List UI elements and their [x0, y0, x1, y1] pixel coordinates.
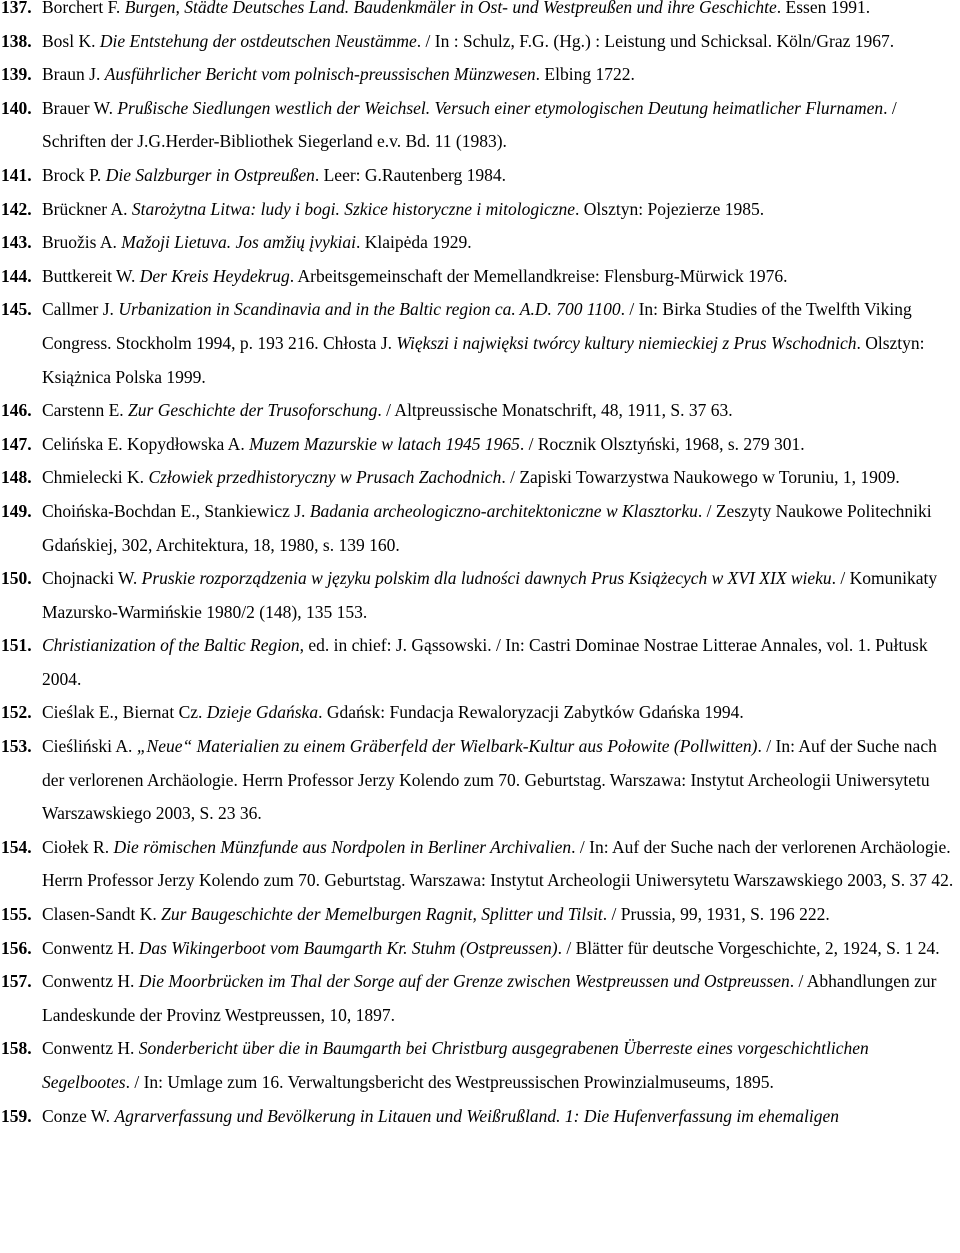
- entry-title: Pruskie rozporządzenia w języku polskim dla ludności dawnych Prus Książecych w XVI XIX wieku: [141, 568, 832, 589]
- entry-segment: Ciołek R.: [42, 836, 114, 857]
- entry-number: 154.: [1, 836, 32, 857]
- entry-text: [42, 696, 960, 730]
- entry-text: [42, 58, 960, 92]
- entry-segment: . / Blätter für deutsche Vorgeschichte, 2, 1924, S. 1 24.: [557, 937, 940, 958]
- bibliography-entry: [0, 25, 960, 59]
- entry-segment: Cieślak E., Biernat Cz.: [42, 702, 207, 723]
- entry-segment: . / In: Birka Studies of the Twelfth Viking Congress. Stockholm 1994, p. 193 216. Chłosta J.: [42, 299, 912, 353]
- entry-text: [42, 562, 960, 629]
- bibliography-entry: [0, 193, 960, 227]
- bibliography-entry: [0, 629, 960, 696]
- entry-text: [42, 461, 960, 495]
- entry-segment: . / Zapiski Towarzystwa Naukowego w Toruniu, 1, 1909.: [501, 467, 900, 488]
- entry-number: 152.: [1, 702, 32, 723]
- entry-segment: . Elbing 1722.: [535, 64, 635, 85]
- entry-number: 137.: [1, 0, 32, 17]
- entry-title: Die Salzburger in Ostpreußen: [105, 164, 315, 185]
- bibliography-entry: [0, 1100, 960, 1134]
- entry-segment: Chojnacki W.: [42, 568, 142, 589]
- entry-text: [42, 898, 960, 932]
- entry-segment: . / Schriften der J.G.Herder-Bibliothek Siegerland e.v. Bd. 11 (1983).: [42, 97, 897, 152]
- entry-segment: . Gdańsk: Fundacja Rewaloryzacji Zabytków Gdańska 1994.: [318, 702, 744, 723]
- entry-title: Prußische Siedlungen westlich der Weichsel. Versuch einer etymologischen Deutung heimatlicher Flurnamen: [117, 97, 884, 118]
- entry-number: 141.: [1, 164, 32, 185]
- entry-segment: , ed. in chief: J. Gąssowski. / In: Castri Dominae Nostrae Litterae Annales, vol. 1. Pułtusk 2004.: [42, 635, 928, 689]
- entry-segment: . / Altpreussische Monatschrift, 48, 1911, S. 37 63.: [377, 400, 733, 421]
- entry-text: [42, 226, 960, 260]
- entry-title: Der Kreis Heydekrug: [139, 265, 290, 286]
- entry-segment: Choińska-Bochdan E., Stankiewicz J.: [42, 500, 310, 521]
- entry-title: Das Wikingerboot vom Baumgarth Kr. Stuhm (Ostpreussen): [138, 937, 558, 958]
- entry-number: 159.: [1, 1105, 32, 1126]
- entry-title: Agrarverfassung und Bevölkerung in Litauen und Weißrußland. 1: Die Hufenverfassung im ehemaligen: [114, 1105, 839, 1126]
- entry-title: Burgen, Städte Deutsches Land. Baudenkmäler in Ost- und Westpreußen und ihre Geschichte: [124, 0, 777, 17]
- entry-segment: Carstenn E.: [42, 400, 129, 421]
- bibliography-entry: [0, 562, 960, 629]
- entry-text: [42, 159, 960, 193]
- entry-segment: . Olsztyn: Książnica Polska 1999.: [42, 332, 925, 387]
- entry-segment: . Essen 1991.: [776, 0, 871, 17]
- bibliography-entry: [0, 260, 960, 294]
- entry-segment: Clasen-Sandt K.: [42, 904, 162, 925]
- entry-segment: Borchert F.: [42, 0, 125, 17]
- entry-segment: Braun J.: [42, 64, 105, 85]
- bibliography-entry: [0, 831, 960, 898]
- entry-text: [42, 293, 960, 394]
- entry-title: Ausführlicher Bericht vom polnisch-preussischen Münzwesen: [104, 64, 536, 85]
- bibliography-entry: [0, 58, 960, 92]
- entry-segment: . Klaipėda 1929.: [356, 232, 472, 253]
- entry-segment: Callmer J.: [42, 299, 119, 320]
- entry-segment: Conwentz H.: [42, 937, 139, 958]
- entry-number: 151.: [1, 635, 32, 656]
- entry-text: [42, 629, 960, 696]
- entry-segment: . / Komunikaty Mazursko-Warmińskie 1980/2 (148), 135 153.: [42, 568, 938, 622]
- bibliography-entry: [0, 394, 960, 428]
- entry-number: 145.: [1, 299, 32, 320]
- entry-segment: . / Rocznik Olsztyński, 1968, s. 279 301.: [519, 433, 805, 454]
- entry-title: „Neue“ Materialien zu einem Gräberfeld der Wielbark-Kultur aus Połowite (Pollwitten): [136, 736, 758, 757]
- entry-title: Die Entstehung der ostdeutschen Neustämme: [99, 30, 417, 51]
- bibliography-entry: [0, 696, 960, 730]
- entry-number: 146.: [1, 400, 32, 421]
- entry-text: [42, 260, 960, 294]
- entry-segment: Brückner A.: [42, 198, 132, 219]
- entry-segment: . / In: Auf der Suche nach der verlorenen Archäologie. Herrn Professor Jerzy Kolendo zum 70. Geburtstag. Warszawa: Instytut Archeologii Uniwersytetu Warszawskiego 2003, S. 37 42.: [42, 836, 954, 891]
- entry-segment: . Olsztyn: Pojezierze 1985.: [575, 198, 765, 219]
- bibliography-entry: [0, 159, 960, 193]
- entry-segment: . Leer: G.Rautenberg 1984.: [314, 164, 507, 185]
- entry-title: Większi i najwięksi twórcy kultury niemieckiej z Prus Wschodnich: [396, 332, 857, 353]
- entry-segment: . / Zeszyty Naukowe Politechniki Gdańskiej, 302, Architektura, 18, 1980, s. 139 160.: [42, 500, 932, 555]
- entry-number: 148.: [1, 467, 32, 488]
- bibliography-entry: [0, 461, 960, 495]
- entry-segment: . / Prussia, 99, 1931, S. 196 222.: [602, 904, 830, 925]
- entry-number: 157.: [1, 971, 32, 992]
- entry-number: 140.: [1, 97, 32, 118]
- entry-segment: Conze W.: [42, 1105, 115, 1126]
- bibliography-entry: [0, 730, 960, 831]
- entry-text: [42, 92, 960, 159]
- entry-title: Die Moorbrücken im Thal der Sorge auf der Grenze zwischen Westpreussen und Ostpreussen: [138, 971, 790, 992]
- entry-title: Starożytna Litwa: ludy i bogi. Szkice historyczne i mitologiczne: [131, 198, 576, 219]
- bibliography-entry: [0, 932, 960, 966]
- entry-segment: Celińska E. Kopydłowska A.: [42, 433, 250, 454]
- entry-title: Badania archeologiczno-architektoniczne w Klasztorku: [309, 500, 698, 521]
- entry-text: [42, 1032, 960, 1099]
- entry-number: 155.: [1, 904, 32, 925]
- entry-title: Sonderbericht über die in Baumgarth bei Christburg ausgegrabenen Überreste eines vorgeschichtlichen Segelbootes: [42, 1038, 869, 1092]
- bibliography-entry: [0, 293, 960, 394]
- entry-text: [42, 831, 960, 898]
- entry-title: Dzieje Gdańska: [206, 702, 319, 723]
- entry-title: Muzem Mazurskie w latach 1945 1965: [249, 433, 520, 454]
- entry-segment: Chmielecki K.: [42, 467, 149, 488]
- entry-number: 153.: [1, 736, 32, 757]
- bibliography-entry: [0, 495, 960, 562]
- entry-segment: . / Abhandlungen zur Landeskunde der Provinz Westpreussen, 10, 1897.: [42, 971, 937, 1025]
- entry-number: 139.: [1, 64, 32, 85]
- entry-text: [42, 193, 960, 227]
- entry-title: Christianization of the Baltic Region: [42, 635, 300, 656]
- entry-title: Człowiek przedhistoryczny w Prusach Zachodnich: [148, 467, 502, 488]
- entry-segment: Bosl K.: [42, 30, 100, 51]
- entry-text: [42, 932, 960, 966]
- entry-number: 158.: [1, 1038, 32, 1059]
- bibliography-entry: [0, 0, 960, 25]
- entry-number: 144.: [1, 265, 32, 286]
- entry-title: Mažoji Lietuva. Jos amžių įvykiai: [121, 232, 357, 253]
- entry-number: 147.: [1, 433, 32, 454]
- entry-number: 138.: [1, 30, 32, 51]
- entry-segment: Brauer W.: [42, 97, 118, 118]
- entry-segment: . / In: Auf der Suche nach der verlorenen Archäologie. Herrn Professor Jerzy Kolendo zum 70. Geburtstag. Warszawa: Instytut Archeologii Uniwersytetu Warszawskiego 2003, S. 23 36.: [42, 736, 937, 824]
- entry-segment: Conwentz H.: [42, 1038, 139, 1059]
- entry-title: Die römischen Münzfunde aus Nordpolen in Berliner Archivalien: [113, 836, 572, 857]
- entry-text: [42, 0, 960, 25]
- entry-segment: Conwentz H.: [42, 971, 139, 992]
- bibliography-entry: [0, 1032, 960, 1099]
- entry-segment: Brock P.: [42, 164, 106, 185]
- entry-number: 156.: [1, 937, 32, 958]
- entry-text: [42, 394, 960, 428]
- entry-segment: . / In : Schulz, F.G. (Hg.) : Leistung und Schicksal. Köln/Graz 1967.: [416, 30, 895, 51]
- bibliography-entry: [0, 92, 960, 159]
- entry-number: 150.: [1, 568, 32, 589]
- entry-number: 143.: [1, 232, 32, 253]
- entry-segment: Cieśliński A.: [42, 736, 137, 757]
- entry-number: 149.: [1, 500, 32, 521]
- entry-text: [42, 495, 960, 562]
- bibliography-entry: [0, 898, 960, 932]
- bibliography-entry: [0, 965, 960, 1032]
- entry-text: [42, 730, 960, 831]
- entry-text: [42, 965, 960, 1032]
- entry-segment: . / In: Umlage zum 16. Verwaltungsbericht des Westpreussischen Prowinzialmuseums, 1895.: [125, 1072, 774, 1092]
- entry-segment: . Arbeitsgemeinschaft der Memellandkreise: Flensburg-Mürwick 1976.: [289, 265, 788, 286]
- entry-text: [42, 25, 960, 59]
- bibliography-entry: [0, 428, 960, 462]
- entry-number: 142.: [1, 198, 32, 219]
- entry-segment: Buttkereit W.: [42, 265, 140, 286]
- entry-title: Zur Baugeschichte der Memelburgen Ragnit, Splitter und Tilsit: [161, 904, 603, 925]
- entry-title: Urbanization in Scandinavia and in the Baltic region ca. A.D. 700 1100: [118, 299, 621, 320]
- entry-text: [42, 1100, 960, 1134]
- entry-text: [42, 428, 960, 462]
- entry-title: Zur Geschichte der Trusoforschung: [128, 400, 378, 421]
- bibliography-entry: [0, 226, 960, 260]
- entry-segment: Bruožis A.: [42, 232, 122, 253]
